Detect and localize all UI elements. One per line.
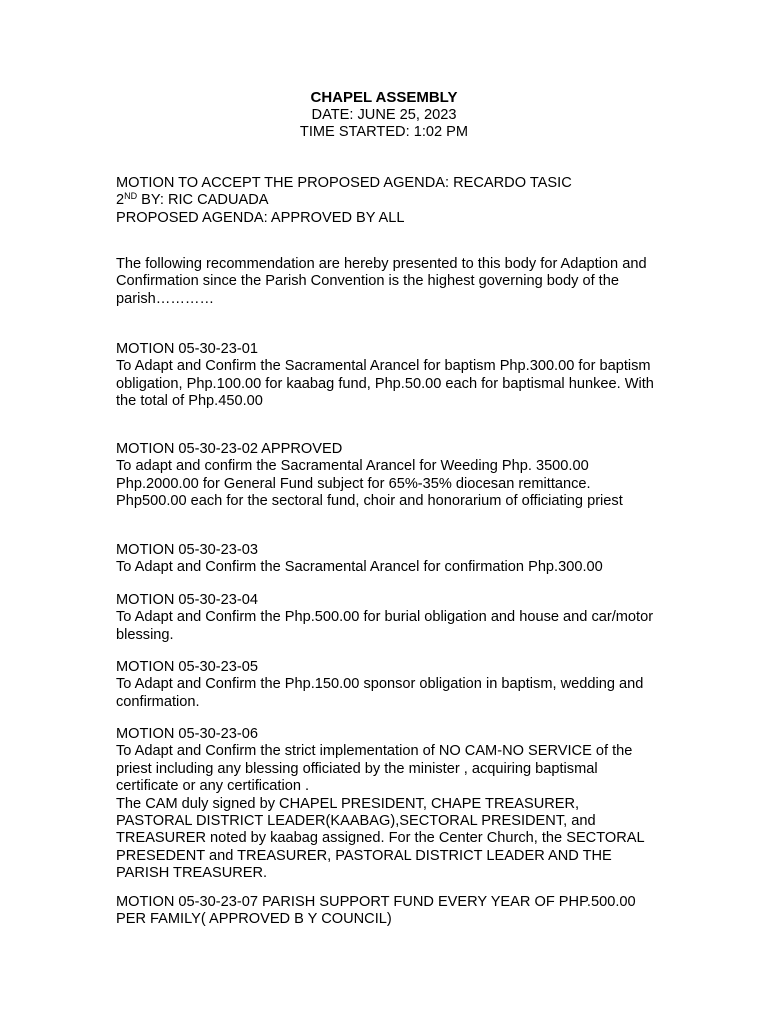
- meeting-date: DATE: JUNE 25, 2023: [311, 107, 457, 123]
- motion-body: To Adapt and Confirm the Php.500.00 for burial obligation and house and car/motor blessing.: [116, 609, 654, 643]
- motion-item: [116, 894, 656, 929]
- document-header: [0, 89, 768, 142]
- second-ordinal: ND: [124, 191, 138, 202]
- motion-item: [116, 659, 656, 711]
- motion-body-continued: The CAM duly signed by CHAPEL PRESIDENT, CHAPE TREASURER, PASTORAL DISTRICT LEADER(KAABAG),SECTORAL PRESIDENT, and TREASURER noted by kaabag assigned. For the Center Church, the SECTORAL PRESEDENT and TREASURER, PASTORAL DISTRICT LEADER AND THE PARISH TREASURER.: [116, 795, 645, 882]
- time-started: TIME STARTED: 1:02 PM: [299, 124, 469, 141]
- intro-text: The following recommendation are hereby presented to this body for Adaption and Confirmation since the Parish Convention is the highest governing body of the parish…………: [116, 256, 647, 307]
- motion-heading: MOTION 05-30-23-04: [116, 592, 258, 608]
- motion-item: [116, 542, 656, 577]
- motion-item: [116, 592, 656, 644]
- motion-body: To Adapt and Confirm the strict implementation of NO CAM-NO SERVICE of the priest including any blessing officiated by the minister , acquiring baptismal certificate or any certification .: [116, 743, 633, 795]
- agenda-approved: PROPOSED AGENDA: APPROVED BY ALL: [116, 209, 405, 226]
- intro-paragraph: [116, 256, 656, 308]
- agenda-section: [116, 175, 656, 227]
- motion-heading: MOTION 05-30-23-05: [116, 659, 258, 675]
- motion-heading: MOTION 05-30-23-07 PARISH SUPPORT FUND EVERY YEAR OF PHP.500.00 PER FAMILY( APPROVED B Y COUNCIL): [116, 894, 636, 928]
- second-prefix: 2: [116, 192, 125, 209]
- motion-body: To adapt and confirm the Sacramental Arancel for Weeding Php. 3500.00 Php.2000.00 for General Fund subject for 65%-35% diocesan remittance. Php500.00 each for the sectoral fund, choir and honorarium of officiating priest: [116, 458, 623, 510]
- motion-heading: MOTION 05-30-23-02 APPROVED: [116, 441, 343, 457]
- document-title: CHAPEL ASSEMBLY: [310, 89, 458, 106]
- motion-body: To Adapt and Confirm the Sacramental Arancel for confirmation Php.300.00: [116, 559, 603, 576]
- second-rest: BY: RIC CADUADA: [137, 192, 269, 209]
- motion-item: [116, 441, 656, 511]
- motion-heading: MOTION 05-30-23-01: [116, 341, 258, 357]
- motion-item: [116, 341, 656, 411]
- motion-heading: MOTION 05-30-23-06: [116, 726, 258, 742]
- motion-item: [116, 726, 656, 883]
- agenda-motion: MOTION TO ACCEPT THE PROPOSED AGENDA: RECARDO TASIC: [116, 175, 572, 191]
- motion-body: To Adapt and Confirm the Php.150.00 sponsor obligation in baptism, wedding and confirmation.: [116, 676, 644, 710]
- agenda-second: [116, 192, 656, 209]
- motion-heading: MOTION 05-30-23-03: [116, 542, 258, 558]
- motion-body: To Adapt and Confirm the Sacramental Arancel for baptism Php.300.00 for baptism obligation, Php.100.00 for kaabag fund, Php.50.00 each for baptismal hunkee. With the total of Php.450.00: [116, 358, 654, 410]
